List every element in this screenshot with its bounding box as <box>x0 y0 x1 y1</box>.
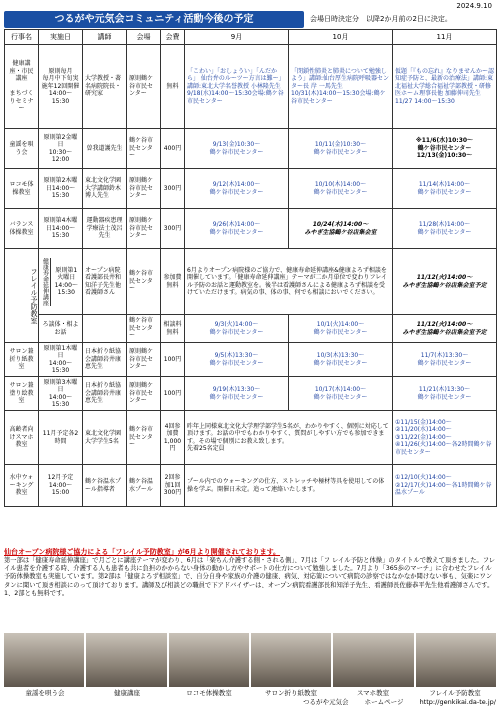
event-date: 原則第3木曜日 14:00〜15:30 <box>39 377 83 411</box>
photo-origami <box>251 633 331 687</box>
event-teacher: 日本折り紙協会講師岩井康恵先生 <box>83 343 127 377</box>
event-name: サロン兼折り紙教室 <box>5 343 39 377</box>
nov-cell: 11/7(木)13:30〜 鶴ケ谷市民センター <box>393 343 497 377</box>
footer-url[interactable]: http://genkikai.da-te.jp/ <box>419 698 496 706</box>
event-venue: 鶴ケ谷温水プール <box>127 465 161 507</box>
event-date: 12月予定 14:00〜15:00 <box>39 465 83 507</box>
table-row <box>5 343 497 377</box>
issue-date: 2024.9.10 <box>456 2 492 10</box>
oct-cell: 10/3(木)13:30〜 鶴ケ谷市民センター <box>289 343 393 377</box>
event-fee: 無料 <box>161 45 185 129</box>
page-subtitle: 会場日時決定分 以降2か月前の2日に決定。 <box>310 15 452 23</box>
table-row <box>5 45 497 129</box>
table-row <box>5 249 497 315</box>
merged-cell: 6月よりオープン病院様のご協力で、健康寿命延伸講座&健康よろず相談を開催しています。「健康寿命延伸講座」テーマが二か月単位で変わりフレイル予防のお話と運動教室を。後半は看護師さんによる健康よろず相談を受けていただけます。病気の事、体の事、何でも相談においでください。 <box>185 249 393 315</box>
nov-cell: 11/12(火)14:00〜 みやぎ生協鶴ケ谷店集会室予定 <box>393 249 497 315</box>
event-name: 高齢者向けスマホ教室 <box>5 411 39 465</box>
table-row <box>5 129 497 169</box>
event-name: 水中ウォーキング教室 <box>5 465 39 507</box>
footer-hp-label: ホームページ <box>364 698 404 706</box>
event-fee: 2回参加1回300円 <box>161 465 185 507</box>
nov-cell: ①11/15(金)14:00〜 ②11/20(水)14:00〜 ③11/22(金)14:00〜 ④11/26(火)14:00〜各2時間鶴ケ谷市民センター <box>393 411 497 465</box>
photo-locomo <box>169 633 249 687</box>
event-name: サロン兼塗り絵教室 <box>5 377 39 411</box>
header-oct: 10月 <box>289 30 393 45</box>
event-teacher: 東北文化学園大学講師鈴木博人先生 <box>83 169 127 209</box>
nov-cell: ①12/10(火)14:00〜 ②12/17(火)14:00〜各1時間鶴ケ谷温水プール <box>393 465 497 507</box>
event-teacher: オープン病院看護部長井和知洋子先生他看護師さん <box>83 249 127 315</box>
event-teacher: 大学教授・著名病院院長・研究家 <box>83 45 127 129</box>
table-row <box>5 377 497 411</box>
footer-org: つるがや元気会 <box>303 698 349 706</box>
event-venue: 原則鶴ケ谷市民センター <box>127 45 161 129</box>
sep-cell: 9/3(火)14:00〜 鶴ケ谷市民センター <box>185 315 289 343</box>
header-nov: 11月 <box>393 30 497 45</box>
caption: 童謡を唄う会 <box>25 689 65 697</box>
sep-cell: 9/19(木)13:30〜 鶴ケ谷市民センター <box>185 377 289 411</box>
table-header-row <box>5 30 497 45</box>
header-venue: 会場 <box>127 30 161 45</box>
event-date: 原則毎月 毎月中下旬実施年12回開催 14:00〜15:30 <box>39 45 83 129</box>
event-venue: 鶴ケ谷市民センター <box>127 129 161 169</box>
photo-strip <box>4 633 496 687</box>
merged-cell: 昨年上同様東北文化大学理学部学生5名が、わかりやすく、個別に対応して頂けます。お話の中でもわかりやすく、質問がしやすい方でも参加できます。その場で個別にお教え致します。 先着25名定員 <box>185 411 393 465</box>
oct-cell: 10/24(木)14:00〜 みやぎ生協鶴ケ谷店集会室 <box>289 209 393 249</box>
photo-doyo <box>4 633 84 687</box>
event-teacher: 運動器疾患理学療法士茂呂先生 <box>83 209 127 249</box>
table-row <box>5 465 497 507</box>
event-fee: 100円 <box>161 377 185 411</box>
event-venue: 原則鶴ケ谷市民センター <box>127 209 161 249</box>
event-teacher: 東北文化学園大学学生5名 <box>83 411 127 465</box>
event-sub: 健康寿命延伸講座 <box>41 257 49 306</box>
nov-cell: 11/28(木)14:00〜 鶴ケ谷市民センター <box>393 209 497 249</box>
caption: フレイル予防教室 <box>429 689 481 697</box>
photo-smartphone <box>333 633 413 687</box>
sep-cell: 9/26(木)14:00〜 鶴ケ谷市民センター <box>185 209 289 249</box>
event-fee: 相談料無料 <box>161 315 185 343</box>
nov-cell: 11/14(木)14:00〜 鶴ケ谷市民センター <box>393 169 497 209</box>
oct-cell: 10/11(金)10:30〜 鶴ケ谷市民センター <box>289 129 393 169</box>
table-row <box>5 169 497 209</box>
oct-cell: 10/17(木)14:00〜 鶴ケ谷市民センター <box>289 377 393 411</box>
event-fee: 400円 <box>161 129 185 169</box>
sep-cell: 「こわい」「おしょうい」「んだから」 仙台弁のルーツー方言は難ー」講師:東北大学名誉教授 小林隆先生9/18(水)14:00〜15:30会場:鶴ケ谷市民センター <box>185 45 289 129</box>
caption: スマホ教室 <box>356 689 390 697</box>
event-venue: 原則鶴ケ谷市民センター <box>127 343 161 377</box>
header-sep: 9月 <box>185 30 289 45</box>
event-sub: ろ談体・相よお話 <box>39 315 83 343</box>
oct-cell: 10/10(木)14:00〜 鶴ケ谷市民センター <box>289 169 393 209</box>
event-fee: 100円 <box>161 343 185 377</box>
merged-cell: プール内でのウォーキングの仕方、ストレッチや極材等具を使用しての体操を学ぶ。開催日未定。追って連絡いたします。 <box>185 465 393 507</box>
event-date: 原則第2金曜日 10:30〜12:00 <box>39 129 83 169</box>
event-name: フレイル予防教室 <box>30 267 38 324</box>
caption: 健康講座 <box>114 689 140 697</box>
photo-kenko <box>86 633 166 687</box>
footer <box>4 697 496 706</box>
oct-cell: 「閉鎖性肺炎と肺炎について勉強しよう」講師:仙台厚生病院呼吸器センター長 岸 一馬先生 10/31(木)14:00〜15:30会場:鶴ケ谷市民センター <box>289 45 393 129</box>
event-fee: 300円 <box>161 169 185 209</box>
header-date: 実施日 <box>39 30 83 45</box>
event-name: ロコモ体操教室 <box>5 169 39 209</box>
sep-cell: 9/13(金)10:30〜 鶴ケ谷市民センター <box>185 129 289 169</box>
photo-frail <box>416 633 496 687</box>
event-date: 11月予定各2時間 <box>39 411 83 465</box>
event-name: 健康講座・市民講座 まちづくりセミナー <box>5 45 39 129</box>
event-fee: 参加費無料 <box>161 249 185 315</box>
event-venue: 鶴ケ谷市民センター <box>127 315 161 343</box>
event-date: 原則第4木曜日14:00〜15:30 <box>39 209 83 249</box>
notice-body: 第一部は「健康寿命延伸講座」で月ごとに講座テーマが変わり、6月は「楽ちん介護する側・される側」、7月は「フ レイル予防と体操」のタイトルで教えて頂きました。フレイル患者を介護する時、介護する人も患者も共に負担のかからない身体の動かし方やサポートの仕方について勉強しました。7月より「365歩のマーチ」に合わせたフレイル予防体操教室も実施しています。第2部は「健康よろず相談室」で、自分自身や家族の介護の健康、病気、対応策について病院の診察ではなかなか聞けない事も、気楽にワンタンに聞いて頂き相談にのって頂けております。講師及び相談どの職員で下アドバイザーは、オープン病院看護部長和知洋子先生、看護師長佐藤恭平先生他看護師さんです。1、2部とも無料です。 <box>4 557 496 597</box>
event-venue: 鶴ケ谷市民センター <box>127 249 161 315</box>
table-row <box>5 315 497 343</box>
page-title: つるがや元気会コミュニティ活動今後の予定 <box>4 11 304 28</box>
event-venue: 鶴ケ谷市民センター <box>127 411 161 465</box>
event-date: 健康寿命延伸講座 原則第1火曜日 14:00〜15:30 <box>39 249 83 315</box>
caption: ロコモ体操教室 <box>186 689 232 697</box>
schedule-table <box>4 29 497 507</box>
nov-cell: 11/12(火)14:00〜 みやぎ生協鶴ケ谷店集会室予定 <box>393 315 497 343</box>
event-date: 原則第1木曜日 14:00〜15:30 <box>39 343 83 377</box>
event-name: バランス体操教室 <box>5 209 39 249</box>
photo-captions <box>4 688 496 697</box>
header-event: 行事名 <box>5 30 39 45</box>
header-fee: 会費 <box>161 30 185 45</box>
event-teacher: 鶴ケ谷温水プール指導者 <box>83 465 127 507</box>
event-name-cell <box>5 249 39 343</box>
header-teacher: 講師 <box>83 30 127 45</box>
table-row <box>5 411 497 465</box>
caption: サロン折り紙教室 <box>265 689 317 697</box>
event-venue: 原則鶴ケ谷市民センター <box>127 169 161 209</box>
nov-cell: ※11/6(水)10:30〜 鶴ケ谷市民センター 12/13(金)10:30〜 <box>393 129 497 169</box>
event-fee: 300円 <box>161 209 185 249</box>
event-teacher: 日本折り紙協会講師岩井康恵先生 <box>83 377 127 411</box>
event-teacher: 曽我道護先生 <box>83 129 127 169</box>
event-fee: 4回参加費1,000円 <box>161 411 185 465</box>
event-name: 童謡を唄う会 <box>5 129 39 169</box>
table-row <box>5 209 497 249</box>
nov-cell: 仮題「『もの忘れ』なりませんかー認知症予防と、最新の治療法」講師:東北福祉大学総合福祉学部教授・研修医ホーム理事長他 加藤伸司先生11/27 14:00〜15:30 <box>393 45 497 129</box>
event-date: 原則第2木曜日14:00〜15:30 <box>39 169 83 209</box>
event-teacher <box>83 315 127 343</box>
sep-cell: 9/12(木)14:00〜 鶴ケ谷市民センター <box>185 169 289 209</box>
nov-cell: 11/21(木)13:30〜 鶴ケ谷市民センター <box>393 377 497 411</box>
notice-heading: 仙台オープン病院様ご協力による「フレイル予防教室」が6月より開催されております。 <box>4 548 281 556</box>
sep-cell: 9/5(木)13:30〜 鶴ケ谷市民センター <box>185 343 289 377</box>
event-venue: 原則鶴ケ谷市民センター <box>127 377 161 411</box>
oct-cell: 10/1(火)14:00〜 鶴ケ谷市民センター <box>289 315 393 343</box>
